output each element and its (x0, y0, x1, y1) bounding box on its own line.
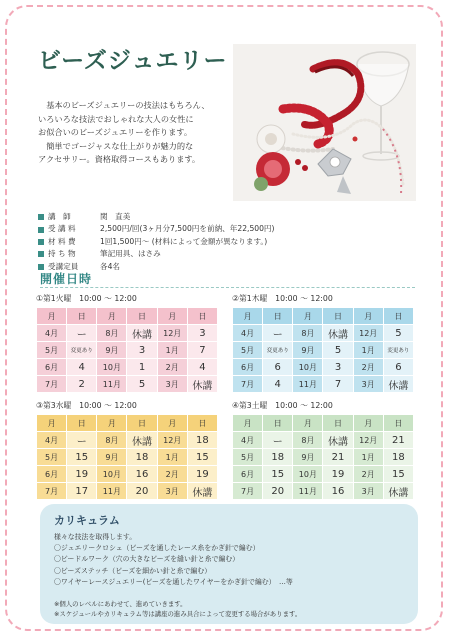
curriculum-title: カリキュラム (54, 514, 120, 527)
schedule-day-cell: 変更あり (67, 342, 96, 358)
schedule-row (37, 359, 217, 375)
intro-line: いろいろな技法でおしゃれな大人の女性に (38, 113, 194, 124)
schedule-month-cell: 9月 (97, 342, 126, 358)
schedule-header-cell: 月 (293, 308, 322, 324)
schedule-row (233, 359, 413, 375)
schedule-day-cell: 21 (323, 449, 352, 465)
bullet-icon (38, 214, 44, 220)
schedule-day-cell: 3 (188, 325, 217, 341)
schedule-month-cell: 12月 (354, 325, 383, 341)
schedule-month-cell: 3月 (158, 483, 187, 499)
schedule-table-label: ④第3土曜 10:00 ～ 12:00 (232, 401, 333, 410)
curriculum-line: 〇ビードルワーク（穴の大きなビーズを縫い針と糸で編む） (54, 555, 240, 564)
schedule-day-cell: 15 (188, 449, 217, 465)
schedule-day-cell: 4 (263, 376, 292, 392)
schedule-header-cell: 日 (263, 415, 292, 431)
schedule-header-cell: 月 (97, 415, 126, 431)
bullet-icon (38, 264, 44, 270)
detail-label: 受講定員 (48, 261, 79, 271)
schedule-day-cell: ー (263, 432, 292, 448)
bullet-icon (38, 227, 44, 233)
schedule-day-cell: 4 (67, 359, 96, 375)
schedule-month-cell: 3月 (354, 376, 383, 392)
schedule-header-cell: 月 (354, 415, 383, 431)
curriculum-notes (54, 599, 301, 619)
intro-line: 基本のビーズジュエリーの技法はもちろん、 (38, 100, 210, 110)
schedule-day-cell: 6 (263, 359, 292, 375)
schedule-row (233, 376, 413, 392)
schedule-month-cell: 4月 (233, 432, 262, 448)
schedule-header-cell: 日 (127, 415, 156, 431)
intro-line: お似合いのビーズジュエリーを作ります。 (38, 127, 193, 138)
schedule-row (37, 432, 217, 448)
schedule-month-cell: 12月 (158, 432, 187, 448)
schedule-day-cell: 4 (188, 359, 217, 375)
schedule-day-cell: 17 (67, 483, 96, 499)
curriculum-line: 〇ワイヤーレースジュエリー(ビーズを通したワイヤーをかぎ針で編む） …等 (54, 577, 293, 586)
schedule-day-cell: 休講 (323, 325, 352, 341)
schedule-day-cell: 6 (384, 359, 413, 375)
schedule-table-2 (232, 293, 414, 393)
schedule-row (233, 325, 413, 341)
schedule-month-cell: 8月 (97, 432, 126, 448)
schedule-day-cell: 3 (127, 342, 156, 358)
schedule-month-cell: 10月 (97, 359, 126, 375)
detail-value: 筆記用具、はさみ (100, 249, 161, 259)
schedule-month-cell: 1月 (354, 342, 383, 358)
schedule-day-cell: 5 (384, 325, 413, 341)
schedule-day-cell: 19 (67, 466, 96, 482)
schedule-month-cell: 9月 (97, 449, 126, 465)
schedule-day-cell: 18 (263, 449, 292, 465)
schedule-month-cell: 6月 (233, 359, 262, 375)
schedule-header-cell: 日 (384, 415, 413, 431)
schedule-month-cell: 6月 (37, 466, 66, 482)
schedule-row (37, 325, 217, 341)
schedule-day-cell: ー (67, 432, 96, 448)
schedule-header-row (37, 308, 217, 324)
schedule-month-cell: 5月 (37, 449, 66, 465)
schedule-header-cell: 日 (384, 308, 413, 324)
schedule-day-cell: 変更あり (263, 342, 292, 358)
schedule-header-cell: 日 (323, 415, 352, 431)
schedule-day-cell: 16 (127, 466, 156, 482)
detail-row-fee (38, 223, 275, 235)
schedule-header-cell: 月 (37, 308, 66, 324)
schedule-month-cell: 4月 (37, 432, 66, 448)
detail-value: 2,500円/回(3ヶ月分7,500円を前納、年22,500円) (100, 224, 275, 234)
intro-line: 簡単でゴージャスな仕上がりが魅力的な (38, 140, 194, 151)
schedule-row (37, 376, 217, 392)
schedule-month-cell: 2月 (354, 359, 383, 375)
schedule-day-cell: 休講 (188, 483, 217, 499)
schedule-row (233, 432, 413, 448)
schedule-month-cell: 4月 (37, 325, 66, 341)
detail-value: 各4名 (100, 261, 121, 271)
detail-row-instructor (38, 211, 275, 223)
schedule-row (233, 483, 413, 499)
curriculum-line: 〇ジュエリークロシェ（ビーズを通したレース糸をかぎ針で編む） (54, 544, 260, 553)
schedule-header-cell: 月 (354, 308, 383, 324)
schedule-month-cell: 7月 (233, 483, 262, 499)
schedule-header-cell: 日 (188, 415, 217, 431)
schedule-header-cell: 日 (263, 308, 292, 324)
curriculum-note: ※個人のレベルにあわせて、進めていきます。 (54, 600, 187, 608)
schedule-month-cell: 12月 (158, 325, 187, 341)
schedule-table-4 (232, 400, 414, 500)
schedule-month-cell: 3月 (354, 483, 383, 499)
schedule-day-cell: 休講 (323, 432, 352, 448)
schedule-month-cell: 9月 (293, 449, 322, 465)
schedule-header-cell: 日 (127, 308, 156, 324)
schedule-day-cell: 2 (67, 376, 96, 392)
schedule-month-cell: 4月 (233, 325, 262, 341)
schedule-day-cell: 18 (188, 432, 217, 448)
schedule-header-cell: 日 (67, 415, 96, 431)
schedule-month-cell: 1月 (158, 449, 187, 465)
schedule-month-cell: 2月 (158, 359, 187, 375)
schedule-month-cell: 7月 (233, 376, 262, 392)
schedule-day-cell: ー (263, 325, 292, 341)
detail-label: 持 ち 物 (48, 249, 76, 259)
schedule-header-cell: 月 (158, 308, 187, 324)
schedule-grid (232, 414, 414, 500)
bullet-icon (38, 239, 44, 245)
schedule-month-cell: 11月 (293, 376, 322, 392)
detail-value: 1回1,500円〜 (材料によって金額が異なります。) (100, 236, 268, 246)
schedule-grid (36, 414, 218, 500)
schedule-day-cell: 休講 (188, 376, 217, 392)
schedule-day-cell: 3 (323, 359, 352, 375)
intro-line: アクセサリー。資格取得コースもあります。 (38, 154, 201, 165)
schedule-day-cell: 7 (323, 376, 352, 392)
detail-label: 受 講 料 (48, 224, 76, 234)
schedule-header-cell: 日 (67, 308, 96, 324)
schedule-month-cell: 8月 (293, 325, 322, 341)
course-details (38, 211, 275, 273)
detail-row-material (38, 236, 275, 248)
schedule-month-cell: 11月 (97, 483, 126, 499)
schedule-day-cell: 18 (127, 449, 156, 465)
schedule-day-cell: 15 (384, 466, 413, 482)
curriculum-line: 〇ビーズステッチ（ビーズを細かい針と糸で編む） (54, 566, 212, 575)
schedule-month-cell: 6月 (233, 466, 262, 482)
curriculum-box (40, 504, 418, 624)
schedule-day-cell: 18 (384, 449, 413, 465)
schedule-day-cell: 変更あり (384, 342, 413, 358)
page-title: ビーズジュエリー (38, 47, 228, 74)
schedule-header-cell: 月 (233, 308, 262, 324)
schedule-table-label: ②第1木曜 10:00 ～ 12:00 (232, 294, 333, 303)
schedule-day-cell: 20 (127, 483, 156, 499)
schedule-day-cell: 5 (127, 376, 156, 392)
schedule-month-cell: 1月 (158, 342, 187, 358)
schedule-row (233, 466, 413, 482)
schedule-month-cell: 11月 (97, 376, 126, 392)
schedule-grid (36, 307, 218, 393)
schedule-month-cell: 6月 (37, 359, 66, 375)
schedule-header-cell: 日 (188, 308, 217, 324)
schedule-day-cell: 19 (323, 466, 352, 482)
schedule-header-cell: 日 (323, 308, 352, 324)
schedule-day-cell: 16 (323, 483, 352, 499)
intro-text (38, 99, 230, 167)
detail-value: 関 直美 (100, 212, 131, 221)
curriculum-line: 様々な技法を取得します。 (54, 533, 137, 541)
curriculum-note: ※スケジュールやカリキュラム等は講座の進み具合によって変更する場合があります。 (54, 610, 302, 618)
schedule-month-cell: 12月 (354, 432, 383, 448)
schedule-day-cell: 休講 (127, 432, 156, 448)
schedule-header-cell: 月 (293, 415, 322, 431)
schedule-header-cell: 月 (97, 308, 126, 324)
schedule-row (37, 483, 217, 499)
schedule-day-cell: 1 (127, 359, 156, 375)
detail-label: 材 料 費 (48, 236, 76, 246)
schedule-month-cell: 5月 (37, 342, 66, 358)
schedule-divider (40, 287, 415, 288)
schedule-day-cell: 15 (263, 466, 292, 482)
bullet-icon (38, 251, 44, 257)
schedule-header-row (233, 415, 413, 431)
schedule-month-cell: 7月 (37, 376, 66, 392)
schedule-day-cell: 15 (67, 449, 96, 465)
schedule-row (37, 449, 217, 465)
schedule-day-cell: ー (67, 325, 96, 341)
schedule-month-cell: 2月 (158, 466, 187, 482)
schedule-header-cell: 月 (233, 415, 262, 431)
schedule-day-cell: 5 (323, 342, 352, 358)
schedule-header-cell: 月 (158, 415, 187, 431)
schedule-month-cell: 10月 (97, 466, 126, 482)
schedule-month-cell: 2月 (354, 466, 383, 482)
schedule-table-1 (36, 293, 218, 393)
schedule-day-cell: 19 (188, 466, 217, 482)
schedule-month-cell: 8月 (97, 325, 126, 341)
schedule-table-label: ③第3水曜 10:00 ～ 12:00 (36, 401, 137, 410)
schedule-month-cell: 7月 (37, 483, 66, 499)
schedule-title: 開催日時 (40, 272, 93, 286)
schedule-row (37, 342, 217, 358)
schedule-month-cell: 1月 (354, 449, 383, 465)
schedule-header-row (233, 308, 413, 324)
schedule-month-cell: 10月 (293, 466, 322, 482)
schedule-day-cell: 休講 (127, 325, 156, 341)
schedule-grid (232, 307, 414, 393)
schedule-day-cell: 20 (263, 483, 292, 499)
detail-row-belongings (38, 248, 275, 260)
schedule-month-cell: 10月 (293, 359, 322, 375)
schedule-row (37, 466, 217, 482)
schedule-day-cell: 休講 (384, 376, 413, 392)
detail-label: 講 師 (48, 212, 71, 221)
schedule-month-cell: 5月 (233, 449, 262, 465)
jewelry-photo (233, 44, 416, 201)
schedule-table-label: ①第1火曜 10:00 ～ 12:00 (36, 294, 137, 303)
schedule-month-cell: 5月 (233, 342, 262, 358)
schedule-day-cell: 21 (384, 432, 413, 448)
schedule-month-cell: 8月 (293, 432, 322, 448)
schedule-row (233, 449, 413, 465)
schedule-month-cell: 3月 (158, 376, 187, 392)
schedule-header-row (37, 415, 217, 431)
schedule-day-cell: 休講 (384, 483, 413, 499)
schedule-day-cell: 7 (188, 342, 217, 358)
schedule-month-cell: 11月 (293, 483, 322, 499)
schedule-table-3 (36, 400, 218, 500)
schedule-header-cell: 月 (37, 415, 66, 431)
schedule-row (233, 342, 413, 358)
schedule-month-cell: 9月 (293, 342, 322, 358)
curriculum-list (54, 532, 293, 588)
